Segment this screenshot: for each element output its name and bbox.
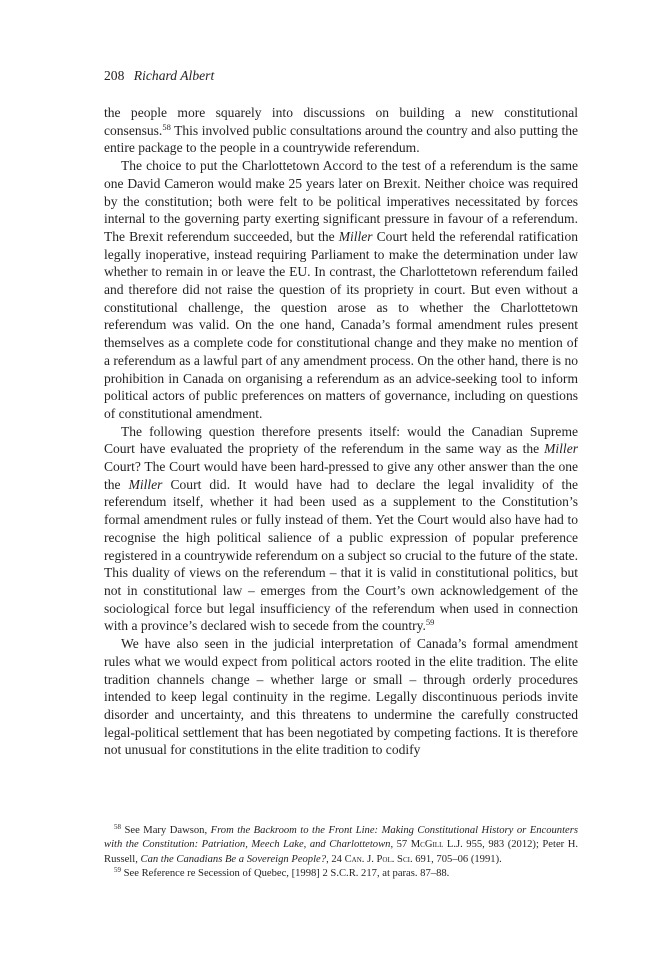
body-paragraph: [104, 157, 578, 423]
footnotes: [104, 824, 578, 881]
footnote: [104, 867, 578, 881]
text-run: Court did. It would have had to declare the legal invalidity of the referendum itself, whether it had been used as a supplement to the Constitution’s formal amendment rules or fully instead of them. Yet the Court would also have had to recognise the high political salience of a public expression of popular preference registered in a countrywide referendum on a subject so crucial to the future of the state. This duality of views on the referendum – that it is valid in constitutional politics, but not in constitutional law – emerges from the Court’s own acknowledgement of the sociological force but legal insufficiency of the referendum when used in connection with a province’s declared wish to secede from the country.: [104, 476, 578, 634]
body-paragraph: [104, 104, 578, 157]
body-text: [104, 104, 578, 759]
small-caps-text: Sci.: [397, 853, 413, 865]
text-run: See Reference re Secession of Quebec, [1998] 2 S.C.R. 217, at paras. 87–88.: [121, 867, 450, 879]
text-run: Court? The Court would have been hard-pressed to give any other answer than the one the: [104, 459, 578, 492]
text-run: , 57: [390, 839, 411, 851]
text-run: , 24: [326, 853, 345, 865]
running-header: [104, 68, 214, 84]
italic-text: Miller: [338, 228, 373, 244]
text-run: J.: [364, 853, 377, 865]
text-run: L.J. 955, 983 (2012); Peter H. Russell,: [104, 839, 578, 865]
running-head-author: Richard Albert: [133, 68, 215, 83]
body-paragraph: [104, 423, 578, 635]
small-caps-text: McGill: [410, 839, 444, 851]
text-run: See Mary Dawson,: [121, 825, 211, 836]
text-run: Court held the referendal ratification legally inoperative, instead requiring Parliament to make the determination under law whether to remain in or leave the EU. In contrast, the Charlottetown referendum failed and therefore did not raise the question of its propriety in court. But even without a constitutional challenge, the question arose as to whether the Charlottetown referendum was valid. On the one hand, Canada’s formal amendment rules present themselves as a complete code for constitutional change and they make no mention of a referendum as a lawful part of any amendment process. On the other hand, there is no prohibition in Canada on organising a referendum as an advice-seeking tool to inform political actors of public preferences on matters of governance, including on questions of constitutional amendment.: [104, 228, 578, 421]
small-caps-text: Pol.: [376, 853, 395, 865]
italic-text: Can the Canadians Be a Sovereign People?: [140, 853, 327, 865]
text-run: We have also seen in the judicial interpretation of Canada’s formal amendment rules what we would expect from political actors rooted in the elite tradition. The elite tradition channels change – whether large or small – through orderly procedures intended to keep legal continuity in the regime. Legally discontinuous periods invite disorder and uncertainty, and this threatens to undermine the carefully constructed legal-political settlement that has been negotiated by competing factions. It is therefore not unusual for constitutions in the elite tradition to codify: [104, 636, 578, 758]
footnote-marker: 59: [425, 617, 435, 628]
footnote-marker: 59: [114, 865, 121, 874]
page-number: 208: [104, 68, 125, 83]
text-run: The following question therefore presents itself: would the Canadian Supreme Court have evaluated the propriety of the referendum in the same way as the: [104, 423, 578, 457]
italic-text: From the Backroom to the Front Line: Making Constitutional History or Encounters with the Constitution: Patriation, Meech Lake, and Charlottetown: [104, 825, 578, 851]
text-run: 691, 705–06 (1991).: [412, 853, 502, 865]
small-caps-text: Can.: [344, 853, 365, 865]
footnote: [104, 824, 578, 867]
body-paragraph: [104, 635, 578, 759]
italic-text: Miller: [128, 476, 163, 492]
italic-text: Miller: [544, 441, 578, 457]
footnote-marker: 58: [162, 121, 171, 132]
text-run: This involved public consultations around the country and also putting the entire package to the people in a countrywide referendum.: [104, 122, 578, 156]
text-run: the people more squarely into discussions on building a new constitutional consensus.: [104, 105, 578, 138]
text-run: The choice to put the Charlottetown Accord to the test of a referendum is the same one David Cameron would make 25 years later on Brexit. Neither choice was required by the constitution; both were felt to be political imperatives necessitated by forces internal to the governing party exerting significant pressure in favour of a referendum. The Brexit referendum succeeded, but the: [104, 158, 578, 244]
footnote-marker: 58: [114, 823, 121, 831]
